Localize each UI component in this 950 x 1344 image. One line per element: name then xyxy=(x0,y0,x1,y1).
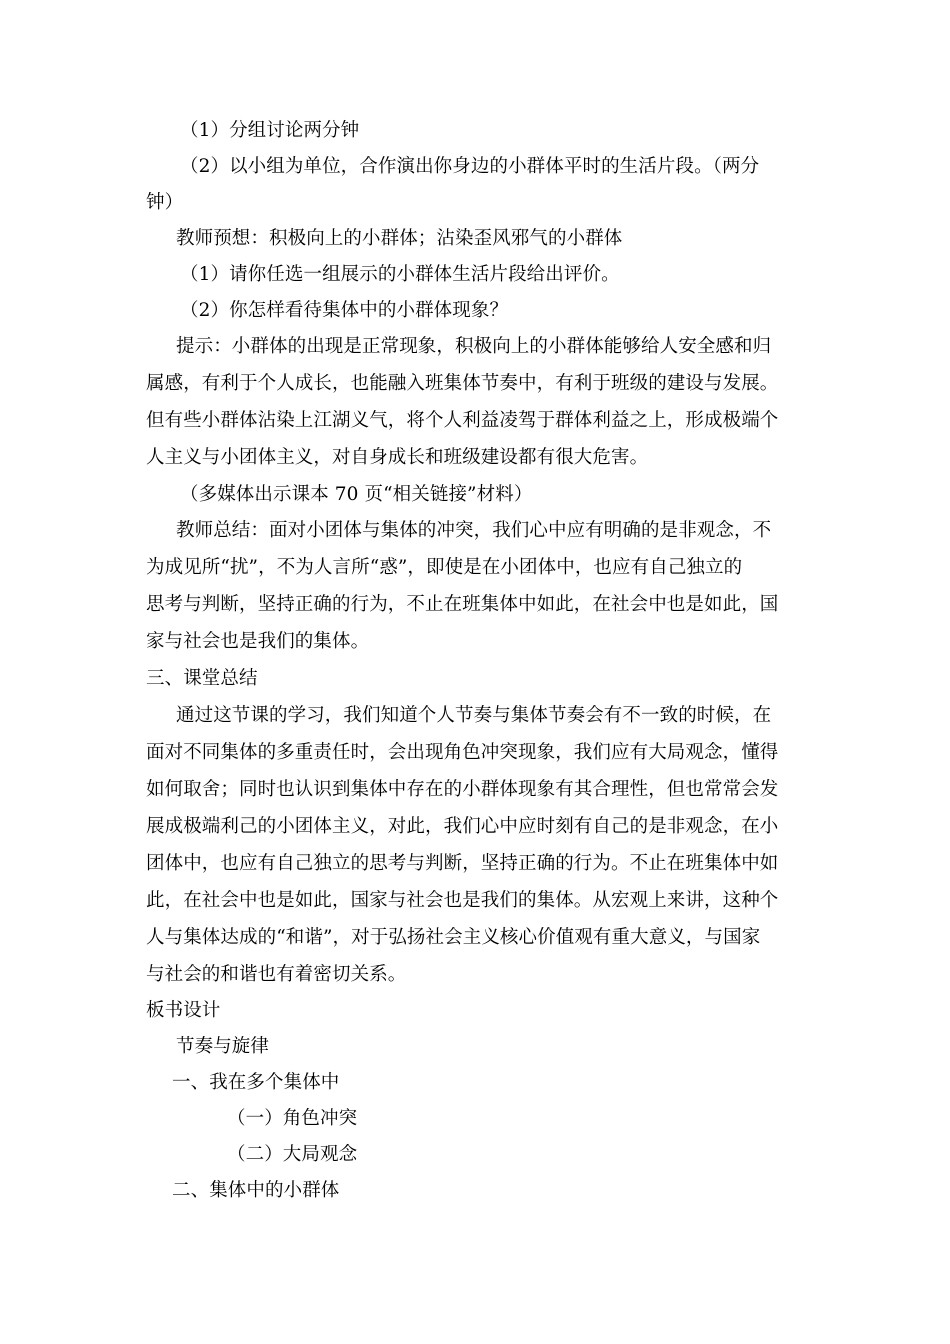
text-line: 此，在社会中也是如此，国家与社会也是我们的集体。从宏观上来讲，这种个 xyxy=(146,890,779,911)
text-line: 人与集体达成的“和谐”，对于弘扬社会主义核心价值观有重大意义，与国家 xyxy=(146,927,761,948)
text-line: 为成见所“扰”，不为人言所“惑”，即使是在小团体中，也应有自己独立的 xyxy=(146,557,743,578)
section-heading: 板书设计 xyxy=(146,1000,221,1021)
board-subitem: （一）角色冲突 xyxy=(227,1108,358,1129)
text-line: 面对不同集体的多重责任时，会出现角色冲突现象，我们应有大局观念，懂得 xyxy=(146,742,779,763)
text-line: （2）你怎样看待集体中的小群体现象？ xyxy=(180,300,509,321)
text-line: 教师预想：积极向上的小群体；沾染歪风邪气的小群体 xyxy=(176,228,623,249)
text-line: （1）分组讨论两分钟 xyxy=(180,120,360,141)
text-line: 人主义与小团体主义，对自身成长和班级建设都有很大危害。 xyxy=(146,447,649,468)
text-line: 思考与判断，坚持正确的行为，不止在班集体中如此，在社会中也是如此，国 xyxy=(146,594,779,615)
board-item: 一、我在多个集体中 xyxy=(172,1072,340,1093)
text-line: 家与社会也是我们的集体。 xyxy=(146,631,370,652)
text-line: 与社会的和谐也有着密切关系。 xyxy=(146,964,407,985)
text-line: 展成极端利己的小团体主义，对此，我们心中应时刻有自己的是非观念，在小 xyxy=(146,816,779,837)
board-subitem: （二）大局观念 xyxy=(227,1144,358,1165)
text-line: 钟） xyxy=(146,192,184,213)
board-item: 二、集体中的小群体 xyxy=(172,1180,340,1201)
text-line: 如何取舍；同时也认识到集体中存在的小群体现象有其合理性，但也常常会发 xyxy=(146,779,779,800)
text-line: 但有些小群体沾染上江湖义气，将个人利益凌驾于群体利益之上，形成极端个 xyxy=(146,410,779,431)
section-heading: 三、课堂总结 xyxy=(146,668,258,689)
text-line: 团体中，也应有自己独立的思考与判断，坚持正确的行为。不止在班集体中如 xyxy=(146,853,779,874)
text-line: 通过这节课的学习，我们知道个人节奏与集体节奏会有不一致的时候，在 xyxy=(176,705,772,726)
text-line: 属感，有利于个人成长，也能融入班集体节奏中，有利于班级的建设与发展。 xyxy=(146,373,779,394)
board-title: 节奏与旋律 xyxy=(176,1036,270,1057)
text-line: 教师总结：面对小团体与集体的冲突，我们心中应有明确的是非观念，不 xyxy=(176,520,772,541)
text-line: （1）请你任选一组展示的小群体生活片段给出评价。 xyxy=(180,264,620,285)
text-line: （2）以小组为单位，合作演出你身边的小群体平时的生活片段。（两分 xyxy=(180,156,760,177)
text-line: 提示：小群体的出现是正常现象，积极向上的小群体能够给人安全感和归 xyxy=(176,336,772,357)
text-line: （多媒体出示课本 70 页“相关链接”材料） xyxy=(180,484,533,505)
